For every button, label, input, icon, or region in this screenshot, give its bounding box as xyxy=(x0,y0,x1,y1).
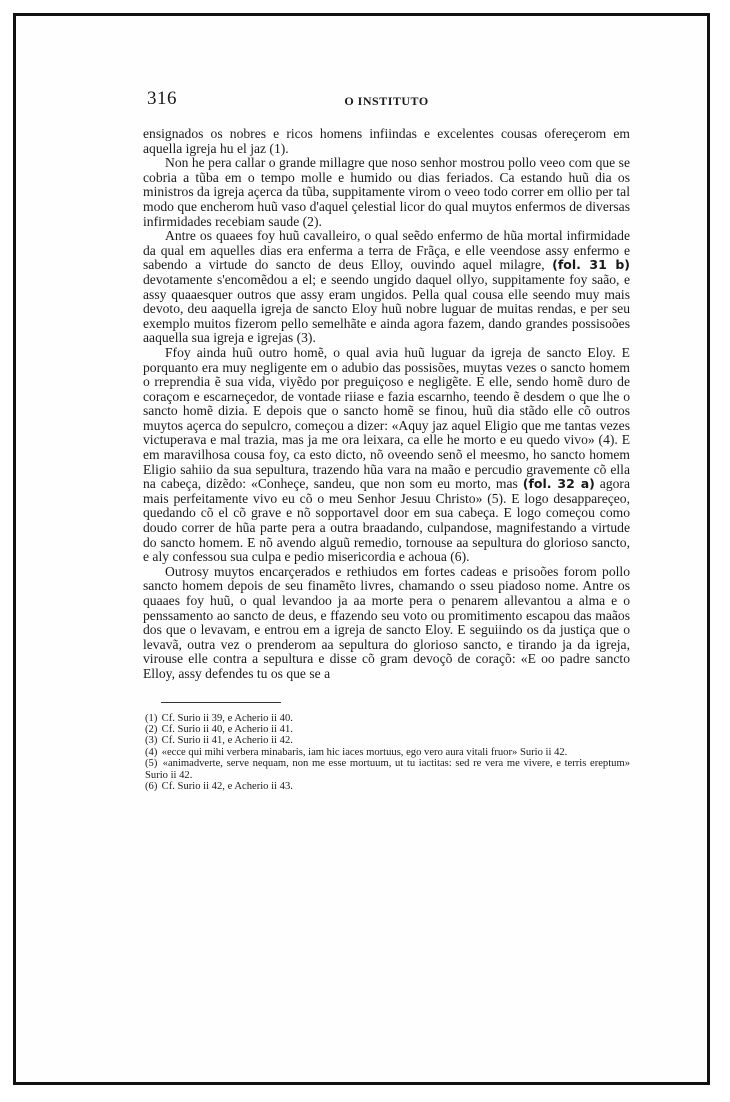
folio-marker: (fol. 32 a) xyxy=(522,476,595,492)
footnote-text: Cf. Surio ii 39, e Acherio ii 40. xyxy=(161,712,293,724)
paragraph-text: Antre os quaees foy huũ cavalleiro, o qual seẽdo enfermo de hũa mortal infirmidade da qual em aquelles dias era enferma a terra de Frãça, e elle veendose assy enfermo e sabendo a virtude do sancto de deus Elloy, ouvindo aquel milagre, xyxy=(143,228,630,273)
footnote-number: (2) xyxy=(145,723,158,735)
paragraph xyxy=(143,229,630,346)
folio-marker: (fol. 31 b) xyxy=(552,257,631,273)
footnote xyxy=(145,747,630,758)
paragraph-text: agora mais perfeitamente vivo eu cõ o meu Senhor Jesuu Christo» (5). E logo desappareçeo, quedando cõ el cõ grave e nõ sopportavel door em sua cabeça. E logo começou como doudo correr de hũa parte pera a outra braadando, culpandose, magnifestando a virtude do sancto homem. E nõ avendo alguũ remedio, tornouse aa sepultura do glorioso sancto, e aly confessou sua culpa e pedio misericordia e achoua (6). xyxy=(143,476,630,565)
body-text xyxy=(143,127,630,682)
paragraph-text: Outrosy muytos encarçerados e rethiudos em fortes cadeas e prisoões forom pollo sancto homem depois de seu finamẽto livres, chamando o sseu piadoso nome. Antre os quaaes foy huũ, o qual levandoo ja aa morte pera o penarem allevantou a alma e o penssamento ao sancto de deus, e ffazendo seu voto ou promitimento escapou das maãos dos que o levavam, e entrou em a igreja de sancto Eloy. E seguiindo os da justiça que o levavã, outra vez o prenderom aa sepultura do glorioso sancto, e tirando ja da igreja, virouse elle contra a sepultura e disse cõ gram devoçõ de coraçõ: «E oo padre sancto Elloy, assy defendes tu os que se a xyxy=(143,563,630,681)
footnote-text: Cf. Surio ii 41, e Acherio ii 42. xyxy=(161,735,293,747)
footnote-number: (3) xyxy=(145,735,158,747)
running-head xyxy=(143,80,630,114)
paragraph-text: Non he pera callar o grande millagre que noso senhor mostrou pollo veeo com que se cobria a tũba em o tempo molle e humido ou dias feriados. Ca estando huũ dia os ministros da igreja açerca da tũba, suppitamente virom o veeo todo correr em ollio per tal modo que encherom huũ vaso d'aquel çelestial licor do qual muytos enfermos de diversas infirmidades recebiam saude (2). xyxy=(143,155,630,229)
paragraph xyxy=(143,127,630,156)
running-title: O INSTITUTO xyxy=(344,94,429,108)
page-number: 316 xyxy=(147,88,177,109)
footnotes xyxy=(143,713,630,793)
footnote-number: (5) xyxy=(145,758,158,770)
footnote-number: (4) xyxy=(145,746,158,758)
footnote-text: «ecce qui mihi verbera minabaris, iam hic iaces mortuus, ego vero aura vitali fruor» Surio ii 42. xyxy=(161,746,568,758)
footnote xyxy=(145,713,630,724)
paragraph xyxy=(143,346,630,565)
paragraph-text: Ffoy ainda huũ outro homẽ, o qual avia huũ luguar da igreja de sancto Eloy. E porquanto era muy negligente em o adubio das possisões, muytas vezes o sancto homem o rreprendia ẽ sua vida, viyẽdo por preguiçoso e negligẽte. E elle, sendo homẽ duro de coraçom e escarneçedor, de vontade riiase e fazia escarnho, teendo ẽ desdem o que lhe o sancto homẽ dizia. E depois que o sancto homẽ se finou, huũ dia stãdo elle cõ outros muytos açerca do sepulcro, começou a dizer: «Aquy jaz aquel Eligio que me tantas vezes victuperava e mal trazia, mas ja me ora leixara, ca elle he morto e eu quedo vivo» (4). E em maravilhosa cousa foy, ca esto dicto, nõ oveendo senõ el meesmo, ho sancto homem Eligio sahiio da sua sepultura, trazendo hũa vara na maão e percudio gravemente cõ ella na cabeça, dizẽdo: «Conheçe, sandeu, que non som eu morto, mas xyxy=(143,344,630,492)
footnote-number: (1) xyxy=(145,712,158,724)
footnote-text: «animadverte, serve nequam, non me esse mortuum, ut tu iactitas: sed re vera me vivere, e terris ereptum» Surio ii 42. xyxy=(145,758,630,781)
footnote-rule xyxy=(161,702,281,703)
footnote-text: Cf. Surio ii 40, e Acherio ii 41. xyxy=(161,723,293,735)
paragraph-text: ensignados os nobres e ricos homens infiindas e excelentes cousas ofereçerom em aquella igreja hu el jaz (1). xyxy=(143,126,630,156)
paragraph xyxy=(143,156,630,229)
paragraph-text: devotamente s'encomẽdou a el; e seendo ungido daquel ollyo, suppitamente foy saão, e assy quaaesquer outros que assy eram ungidos. Pella qual cousa elle seendo muy mais devoto, deu aaquella igreja de sancto Eloy huũ nobre luguar de muitas rendas, e per seu exemplo muitos fizerom pello semelhãte e ainda agora fazem, dando grandes possisoões aaquella sua igreja e igrejas (3). xyxy=(143,271,630,346)
footnote xyxy=(145,724,630,735)
footnote xyxy=(145,781,630,792)
footnote xyxy=(145,758,630,781)
footnote-number: (6) xyxy=(145,781,158,792)
paragraph xyxy=(143,565,630,682)
footnote-text: Cf. Surio ii 42, e Acherio ii 43. xyxy=(161,781,293,792)
footnote xyxy=(145,735,630,746)
document-page xyxy=(143,80,630,792)
